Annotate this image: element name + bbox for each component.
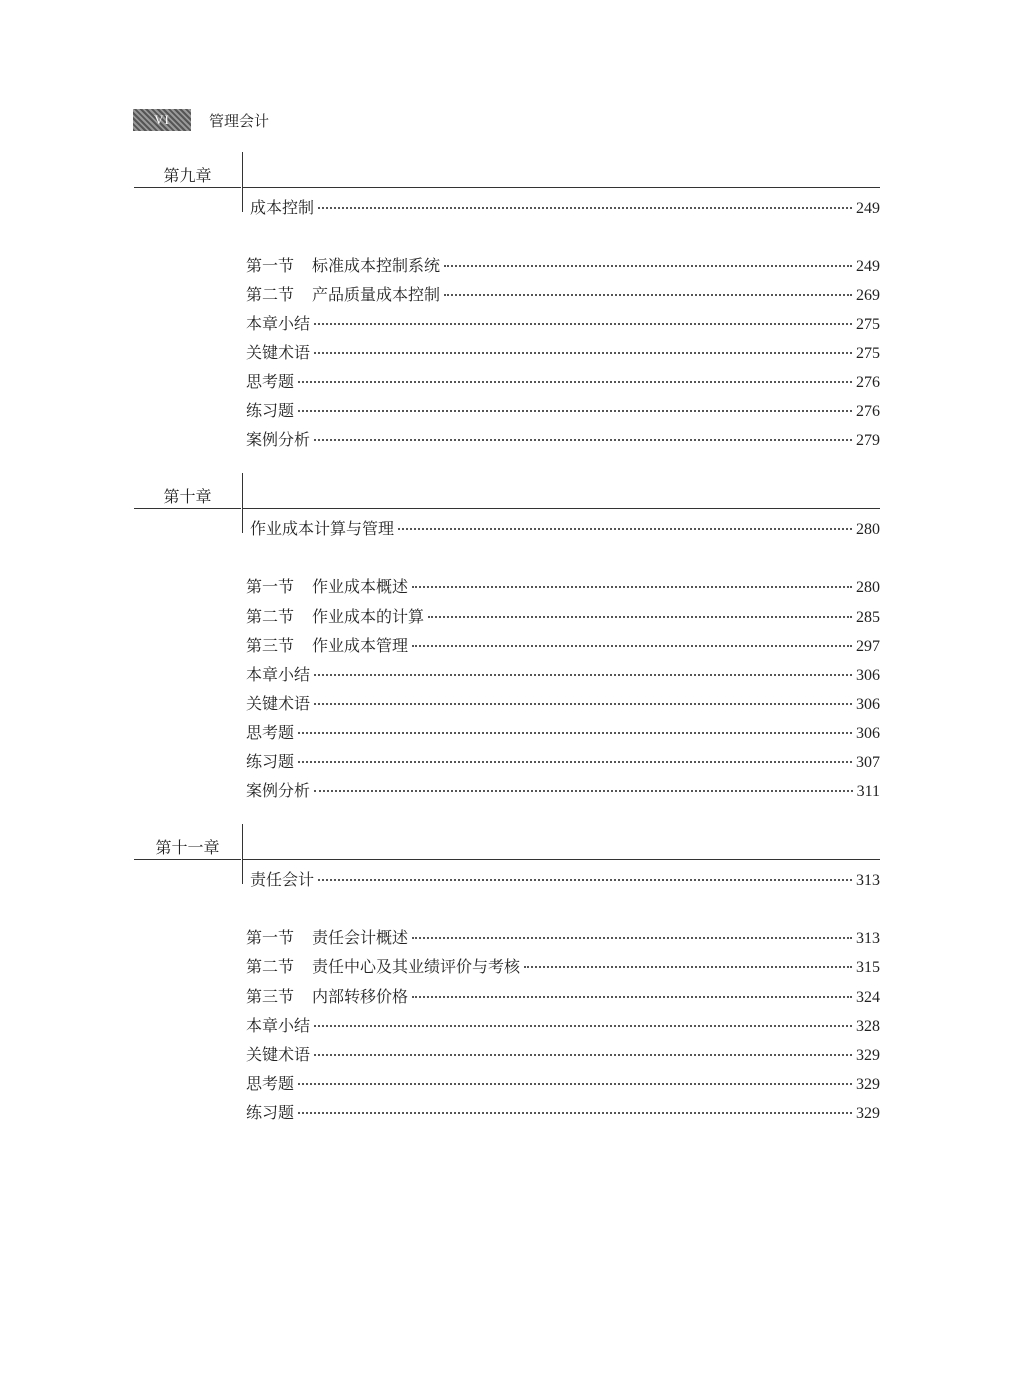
leader-dots xyxy=(314,323,852,325)
page-number: 329 xyxy=(856,1047,880,1064)
section-title: 本章小结 xyxy=(246,665,311,684)
leader-dots xyxy=(524,966,852,968)
toc-entry[interactable] xyxy=(246,633,880,655)
chapter-label: 第十章 xyxy=(134,482,241,509)
leader-dots xyxy=(298,732,852,734)
page-number: 249 xyxy=(856,200,880,217)
section-title: 内部转移价格 xyxy=(312,987,409,1006)
section-title: 案例分析 xyxy=(246,781,311,800)
chapter-rule xyxy=(242,859,880,860)
chapter-label: 第九章 xyxy=(134,161,241,188)
page-number: 276 xyxy=(856,374,880,391)
chapter-title-row[interactable] xyxy=(250,867,880,889)
page-number: 306 xyxy=(856,696,880,713)
toc-entry[interactable] xyxy=(246,720,880,742)
leader-dots xyxy=(412,996,852,998)
page-number: 275 xyxy=(856,316,880,333)
leader-dots xyxy=(318,879,852,881)
page-number: 297 xyxy=(856,638,880,655)
section-title: 思考题 xyxy=(246,723,295,742)
section-number: 第一节 xyxy=(246,577,295,596)
chapter-rule xyxy=(242,508,880,509)
toc-entry[interactable] xyxy=(246,1100,880,1122)
section-title: 作业成本概述 xyxy=(312,577,409,596)
leader-dots xyxy=(298,1112,852,1114)
section-title: 产品质量成本控制 xyxy=(312,285,441,304)
page-number: 280 xyxy=(856,579,880,596)
leader-dots xyxy=(298,410,852,412)
section-title: 本章小结 xyxy=(246,1016,311,1035)
leader-dots xyxy=(314,352,852,354)
chapter-title: 作业成本计算与管理 xyxy=(250,519,395,538)
section-number: 第二节 xyxy=(246,957,295,976)
toc-entry[interactable] xyxy=(246,954,880,976)
leader-dots xyxy=(314,703,852,705)
page-number: 275 xyxy=(856,345,880,362)
toc-entry[interactable] xyxy=(246,925,880,947)
toc-entry[interactable] xyxy=(246,311,880,333)
leader-dots xyxy=(314,1025,852,1027)
section-title: 作业成本管理 xyxy=(312,636,409,655)
toc-entry[interactable] xyxy=(246,369,880,391)
leader-dots xyxy=(298,381,852,383)
page-number: 313 xyxy=(856,872,880,889)
toc-entry[interactable] xyxy=(246,749,880,771)
page-number: 329 xyxy=(856,1105,880,1122)
section-title: 作业成本的计算 xyxy=(312,607,425,626)
page-number: 276 xyxy=(856,403,880,420)
page-number: 249 xyxy=(856,258,880,275)
leader-dots xyxy=(314,674,852,676)
toc-entry[interactable] xyxy=(246,604,880,626)
leader-dots xyxy=(412,586,852,588)
toc-entry[interactable] xyxy=(246,662,880,684)
page-number: 313 xyxy=(856,930,880,947)
section-number: 第二节 xyxy=(246,607,295,626)
chapter-divider xyxy=(242,473,243,533)
chapter-divider xyxy=(242,152,243,212)
leader-dots xyxy=(298,761,852,763)
toc-entry[interactable] xyxy=(246,340,880,362)
leader-dots xyxy=(444,294,852,296)
leader-dots xyxy=(314,439,852,441)
section-title: 练习题 xyxy=(246,752,295,771)
leader-dots xyxy=(412,937,852,939)
page-number: 324 xyxy=(856,989,880,1006)
section-number: 第三节 xyxy=(246,636,295,655)
page-number: 306 xyxy=(856,725,880,742)
toc-entry[interactable] xyxy=(246,282,880,304)
section-title: 思考题 xyxy=(246,372,295,391)
section-title: 责任中心及其业绩评价与考核 xyxy=(312,957,521,976)
section-title: 练习题 xyxy=(246,1103,295,1122)
chapter-title: 责任会计 xyxy=(250,870,315,889)
page-number: 329 xyxy=(856,1076,880,1093)
chapter-title-row[interactable] xyxy=(250,516,880,538)
page-number: 280 xyxy=(856,521,880,538)
section-number: 第一节 xyxy=(246,256,295,275)
toc-entry[interactable] xyxy=(246,984,880,1006)
page-number: 269 xyxy=(856,287,880,304)
section-title: 案例分析 xyxy=(246,430,311,449)
toc-entry[interactable] xyxy=(246,427,880,449)
toc-entry[interactable] xyxy=(246,778,880,800)
page-number: 328 xyxy=(856,1018,880,1035)
leader-dots xyxy=(428,616,852,618)
page-number: 311 xyxy=(856,783,880,800)
page-number: 279 xyxy=(856,432,880,449)
section-title: 思考题 xyxy=(246,1074,295,1093)
chapter-title: 成本控制 xyxy=(250,198,315,217)
section-title: 标准成本控制系统 xyxy=(312,256,441,275)
leader-dots xyxy=(398,528,852,530)
leader-dots xyxy=(314,1054,852,1056)
section-number: 第一节 xyxy=(246,928,295,947)
leader-dots xyxy=(298,1083,852,1085)
section-title: 本章小结 xyxy=(246,314,311,333)
toc-entry[interactable] xyxy=(246,253,880,275)
section-title: 练习题 xyxy=(246,401,295,420)
page-number: 306 xyxy=(856,667,880,684)
page-number-badge: VI xyxy=(133,109,191,131)
chapter-title-row[interactable] xyxy=(250,195,880,217)
toc-entry[interactable] xyxy=(246,1042,880,1064)
leader-dots xyxy=(318,207,852,209)
section-title: 关键术语 xyxy=(246,1045,311,1064)
chapter-rule xyxy=(242,187,880,188)
section-title: 关键术语 xyxy=(246,694,311,713)
section-number: 第二节 xyxy=(246,285,295,304)
leader-dots xyxy=(412,645,852,647)
page-number: 315 xyxy=(856,959,880,976)
section-title: 关键术语 xyxy=(246,343,311,362)
toc-entry[interactable] xyxy=(246,398,880,420)
book-title: 管理会计 xyxy=(209,111,270,130)
leader-dots xyxy=(314,790,853,792)
page-number: 285 xyxy=(856,609,880,626)
section-title: 责任会计概述 xyxy=(312,928,409,947)
page-header xyxy=(133,108,269,132)
toc-entry[interactable] xyxy=(246,574,880,596)
toc-entry[interactable] xyxy=(246,1071,880,1093)
toc-entry[interactable] xyxy=(246,691,880,713)
toc-entry[interactable] xyxy=(246,1013,880,1035)
chapter-divider xyxy=(242,824,243,884)
section-number: 第三节 xyxy=(246,987,295,1006)
page-number: 307 xyxy=(856,754,880,771)
leader-dots xyxy=(444,265,852,267)
chapter-label: 第十一章 xyxy=(134,833,241,860)
